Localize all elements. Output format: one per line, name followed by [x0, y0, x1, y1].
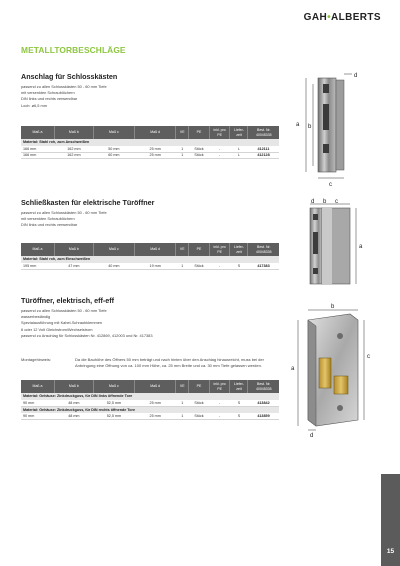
col-header: inkl. pro PE: [209, 243, 230, 256]
opener-terminal: [334, 376, 348, 394]
col-header: Maß c: [93, 243, 134, 256]
dim-b-label: b: [323, 199, 327, 205]
col-header: Maß a: [21, 380, 55, 393]
product-line: wasserbeständig: [21, 314, 51, 320]
material-label: Material: Gehäuse: Zinkdruckguss, für DIN rechts öffnende Tore: [21, 406, 279, 413]
cell: -: [209, 263, 230, 270]
col-header: inkl. pro PE: [209, 126, 230, 139]
table-row: [21, 400, 279, 407]
material-label: Material: Stahl roh, zum Anschweißen: [21, 139, 279, 146]
product-title: Türöffner, elektrisch, eff-eff: [21, 296, 115, 305]
box-inner: [322, 208, 332, 284]
product-1-info: [21, 72, 117, 109]
plate-flange: [336, 80, 344, 170]
dim-d-label: d: [354, 73, 358, 79]
dim-b-label: b: [308, 124, 312, 130]
opener-screw: [337, 405, 343, 411]
table-header: [21, 380, 279, 393]
cell: 25 mm: [135, 400, 176, 407]
cell: 195 mm: [21, 263, 55, 270]
col-header: VE: [176, 126, 189, 139]
cell: Stück: [189, 146, 210, 153]
table-header: [21, 126, 279, 139]
col-header: Maß b: [55, 380, 94, 393]
product-line: passend zu allen Schlosskästen 50 - 60 mm Tiefe: [21, 308, 107, 313]
product-line: 6 oder 12 Volt Gleichstrom/Wechselstrom: [21, 326, 93, 332]
cell: 25 mm: [135, 152, 176, 159]
col-header: Maß b: [55, 126, 94, 139]
cell: 48 mm: [55, 413, 94, 420]
cell: 50 mm: [93, 146, 134, 153]
product-title: Anschlag für Schlosskästen: [21, 72, 118, 81]
cell: -: [209, 413, 230, 420]
product-line: DIN links und rechts verwendbar: [21, 222, 78, 228]
cell: 52,5 mm: [93, 400, 134, 407]
col-header: VE: [176, 243, 189, 256]
cell: 48 mm: [55, 400, 94, 407]
strike-box-figure: [296, 198, 368, 290]
product-line: passend zu allen Schlosskästen 50 - 60 mm Tiefe: [21, 210, 107, 215]
product-line: Loch: ø6,5 mm: [21, 102, 47, 108]
product-line: DIN links und rechts verwendbar: [21, 96, 78, 102]
page-number: 15: [386, 548, 395, 555]
article-number: 412111: [248, 146, 279, 153]
material-row: [21, 393, 279, 400]
col-header: inkl. pro PE: [209, 380, 230, 393]
dim-c-label: c: [335, 199, 338, 205]
col-header: Maß b: [55, 243, 94, 256]
cell: 47 mm: [55, 263, 94, 270]
cell: 25 mm: [135, 146, 176, 153]
product-3-table: [21, 380, 279, 420]
cell: -: [209, 400, 230, 407]
product-line: mit versenkten Schraublöchern: [21, 90, 75, 96]
cell: 90 mm: [21, 413, 55, 420]
col-header: Liefer-zeit: [230, 380, 248, 393]
opener-latch: [319, 358, 331, 388]
col-header: Best. Nr. 40045335: [248, 243, 279, 256]
door-opener-figure: [288, 300, 384, 438]
cell: 166 mm: [21, 152, 55, 159]
material-label: Material: Gehäuse: Zinkdruckguss, für DIN links öffnende Tore: [21, 393, 279, 400]
col-header: Liefer-zeit: [230, 126, 248, 139]
table-row: [21, 263, 279, 270]
article-number: 413859: [248, 413, 279, 420]
article-number: 413842: [248, 400, 279, 407]
col-header: Maß d: [135, 243, 176, 256]
table-header: [21, 243, 279, 256]
strike-plate-figure: [288, 66, 368, 186]
cell: 166 mm: [21, 146, 55, 153]
cell: -: [209, 146, 230, 153]
cell: Stück: [189, 263, 210, 270]
product-line: mit versenkten Schraublöchern: [21, 216, 75, 222]
col-header: PE: [189, 126, 210, 139]
col-header: Best. Nr. 40045335: [248, 126, 279, 139]
note-text: Da die Bauhöhe des Öffners 50 mm beträgt und nach hinten über den Anschlag hinausreicht, muss bei der Anbringung eine Öffnung von ca. 100 mm Höhe, ca. 25 mm Breite und ca. 30 mm Tiefe gelassen werden.: [75, 357, 264, 369]
article-number: 417383: [248, 263, 279, 270]
cell: 162 mm: [55, 146, 94, 153]
cell: 52,5 mm: [93, 413, 134, 420]
table-row: [21, 146, 279, 153]
dim-d-label: d: [311, 199, 315, 205]
box-slot: [313, 232, 318, 254]
brand-logo: [304, 12, 381, 23]
cell: S: [230, 400, 248, 407]
col-header: Maß a: [21, 126, 55, 139]
col-header: Maß c: [93, 380, 134, 393]
plate-hole: [323, 84, 329, 93]
article-number: 412128: [248, 152, 279, 159]
cell: 90 mm: [21, 400, 55, 407]
product-3-info: [21, 296, 153, 339]
note-label: Montagehinweis:: [21, 357, 52, 362]
cell: 19 mm: [135, 263, 176, 270]
col-header: Maß c: [93, 126, 134, 139]
cell: S: [230, 263, 248, 270]
opener-screw: [337, 333, 343, 339]
material-row: [21, 256, 279, 263]
cell: S: [230, 413, 248, 420]
cell: L: [230, 152, 248, 159]
col-header: PE: [189, 243, 210, 256]
dim-c-label: c: [329, 182, 332, 186]
product-line: Spezialausführung mit Kabel-Schraubklemmen: [21, 320, 103, 326]
dim-a-label: a: [291, 366, 295, 372]
product-1-table: [21, 126, 279, 159]
cell: L: [230, 146, 248, 153]
section-title: METALLTORBESCHLÄGE: [21, 45, 126, 55]
material-row: [21, 139, 279, 146]
box-hole: [313, 214, 318, 220]
cell: 60 mm: [93, 152, 134, 159]
cell: 1: [176, 152, 189, 159]
cell: 40 mm: [93, 263, 134, 270]
cell: 1: [176, 413, 189, 420]
material-row: [21, 406, 279, 413]
product-line: passend zu allen Schlosskästen 50 - 60 mm Tiefe: [21, 84, 107, 89]
table-row: [21, 152, 279, 159]
material-label: Material: Stahl roh, zum Einschweißen: [21, 256, 279, 263]
col-header: Maß a: [21, 243, 55, 256]
table-row: [21, 413, 279, 420]
brand-right: ALBERTS: [330, 12, 381, 23]
brand-separator: •: [327, 12, 331, 23]
product-title: Schließkasten für elektrische Türöffner: [21, 198, 155, 207]
cell: 25 mm: [135, 413, 176, 420]
col-header: PE: [189, 380, 210, 393]
dim-b-label: b: [331, 304, 335, 310]
dim-c-label: c: [367, 354, 370, 360]
cell: 1: [176, 263, 189, 270]
cell: Stück: [189, 413, 210, 420]
col-header: Best. Nr. 40045335: [248, 380, 279, 393]
col-header: Maß d: [135, 380, 176, 393]
product-2-info: [21, 198, 154, 229]
dim-a-label: a: [359, 244, 363, 250]
cell: -: [209, 152, 230, 159]
dim-d-label: d: [310, 433, 314, 438]
opener-faceplate: [308, 320, 316, 426]
box-hole: [313, 268, 318, 274]
brand-left: GAH: [303, 12, 328, 23]
cell: Stück: [189, 400, 210, 407]
col-header: Liefer-zeit: [230, 243, 248, 256]
product-line: passend zu Anschlag für Schlosskästen Nr. 412869, 412003 und Nr. 417383: [21, 332, 153, 338]
product-2-table: [21, 243, 279, 270]
cell: 162 mm: [55, 152, 94, 159]
cell: 1: [176, 400, 189, 407]
cell: Stück: [189, 152, 210, 159]
cell: 1: [176, 146, 189, 153]
plate-slot: [323, 104, 329, 130]
plate-hole: [323, 144, 329, 153]
dim-a-label: a: [296, 122, 300, 128]
col-header: VE: [176, 380, 189, 393]
col-header: Maß d: [135, 126, 176, 139]
